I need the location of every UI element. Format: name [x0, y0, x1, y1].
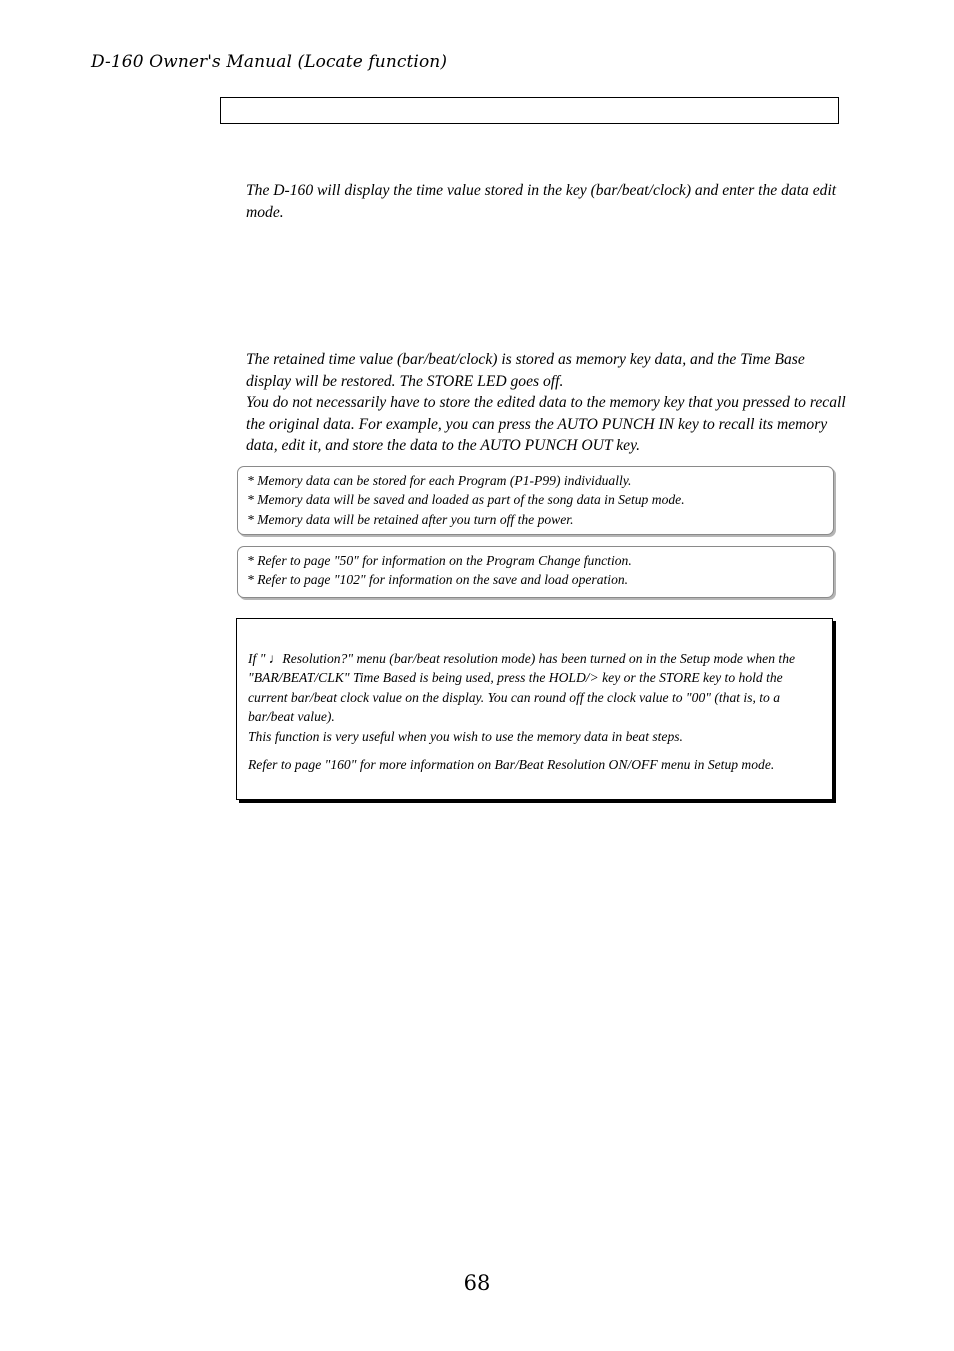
paragraph-display-time: [246, 180, 846, 223]
paragraph-store-data: [246, 349, 846, 457]
page-number: 68: [463, 1271, 491, 1295]
paragraph-text: You do not necessarily have to store the edited data to the memory key that you pressed to recall the original data. For example, you can press the AUTO PUNCH IN key to recall its memory data, edit it, and store the data to the AUTO PUNCH OUT key.: [246, 394, 846, 455]
running-header: D-160 Owner's Manual (Locate function): [91, 52, 448, 72]
tip-box-resolution: [236, 618, 833, 800]
paragraph-text: The retained time value (bar/beat/clock) is stored as memory key data, and the Time Base display will be restored. The STORE LED goes off.: [246, 351, 805, 390]
note-box-memory: [237, 466, 834, 535]
note-item: * Memory data will be retained after you turn off the power.: [247, 511, 574, 527]
note-item: * Refer to page "50" for information on the Program Change function.: [247, 553, 632, 568]
note-item: * Memory data will be saved and loaded as part of the song data in Setup mode.: [247, 492, 685, 508]
tip-text: If " ♩Resolution?" menu (bar/beat resolution mode) has been turned on in the Setup mode when the "BAR/BEAT/CLK" Time Based is being used, press the HOLD/> key or the STORE key to hold the current bar/beat clock value on the display. You can round off the clock value to "00" (that is, to a bar/beat value).: [248, 651, 796, 725]
paragraph-text: The D-160 will display the time value stored in the key (bar/beat/clock) and enter the data edit mode.: [246, 182, 837, 221]
note-item: * Memory data can be stored for each Program (P1-P99) individually.: [247, 473, 632, 488]
note-item: * Refer to page "102" for information on the save and load operation.: [247, 572, 629, 588]
note-box-references: [237, 546, 834, 598]
section-title-box: [220, 97, 839, 124]
tip-text: Refer to page "160" for more information on Bar/Beat Resolution ON/OFF menu in Setup mode.: [248, 757, 775, 773]
tip-text: This function is very useful when you wish to use the memory data in beat steps.: [248, 728, 683, 744]
